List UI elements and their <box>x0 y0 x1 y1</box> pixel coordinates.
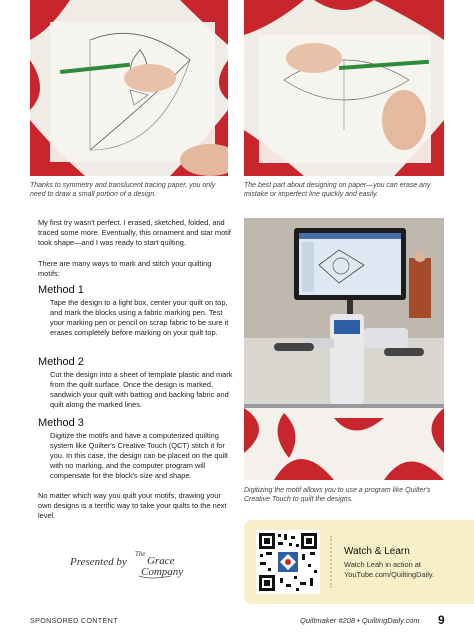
qr-code-icon <box>256 530 320 594</box>
tracing-photo-art <box>30 0 228 176</box>
quilting-machine-photo <box>244 218 444 480</box>
presented-by-label: Presented by <box>70 556 127 568</box>
method-2-text: Cut the design into a sheet of template plastic and mark from the quilt surface. Once the design is marked, sandwich your quilt with batting and backing fabric and quilt along the marked lines. <box>50 370 233 410</box>
sponsored-content-label: SPONSORED CONTENT <box>30 616 118 625</box>
erasing-photo-caption: The best part about designing on paper—you can erase any mistake or imperfect line quickly and easily. <box>244 182 431 198</box>
article-lead: There are many ways to mark and stitch your quilting motifs: <box>38 259 212 279</box>
method-1-text: Tape the design to a light box, center your quilt on top, and mark the blocks using a fabric marking pen. Test your marking pen or pencil on scrap fabric to be sure it erases completely before marking on your quilt top. <box>50 298 229 338</box>
watch-learn-promo <box>244 520 474 604</box>
promo-line-1: Watch Leah in action at <box>344 560 421 569</box>
svg-text:Company: Company <box>141 566 184 578</box>
method-1-title: Method 1 <box>38 284 84 296</box>
article-closing: No matter which way you quilt your motifs, drawing your own designs is a terrific way to take your quilts to the next level. <box>38 491 227 521</box>
promo-title: Watch & Learn <box>344 546 410 557</box>
quilting-machine-art <box>244 218 444 480</box>
method-3-text: Digitize the motifs and have a computerized quilting system like Quilter's Creative Touch (QCT) stitch it for you. In this case, the design can be placed on the quilt with no marking, and the computer program will compensate for the block's size and shape. <box>50 431 228 481</box>
svg-text:Grace: Grace <box>147 555 175 567</box>
tracing-photo-caption: Thanks to symmetry and translucent tracing paper, you only need to draw a small portion of a design. <box>30 182 216 198</box>
page-number: 9 <box>438 613 445 627</box>
promo-youtube-link[interactable]: YouTube.com/QuiltingDaily. <box>344 570 435 579</box>
erasing-photo <box>244 0 444 176</box>
machine-photo-caption: Digitizing the motif allows you to use a program like Quilter's Creative Touch to quilt the designs. <box>244 487 431 503</box>
tracing-photo <box>30 0 228 176</box>
method-3-title: Method 3 <box>38 417 84 429</box>
qr-code[interactable] <box>256 530 320 594</box>
method-2-title: Method 2 <box>38 356 84 368</box>
svg-text:The: The <box>135 550 146 558</box>
grace-company-logo-mark <box>131 546 191 582</box>
article-intro: My first try wasn't perfect. I erased, sketched, folded, and traced some more. Eventually, this ornament and star motif took shape—and I was ready to start quilting. <box>38 218 231 248</box>
magazine-issue-label: Quiltmaker #208 • QuiltingDaily.com <box>300 616 420 625</box>
erasing-photo-art <box>244 0 444 176</box>
promo-divider <box>330 536 334 588</box>
grace-company-logo <box>131 546 191 582</box>
